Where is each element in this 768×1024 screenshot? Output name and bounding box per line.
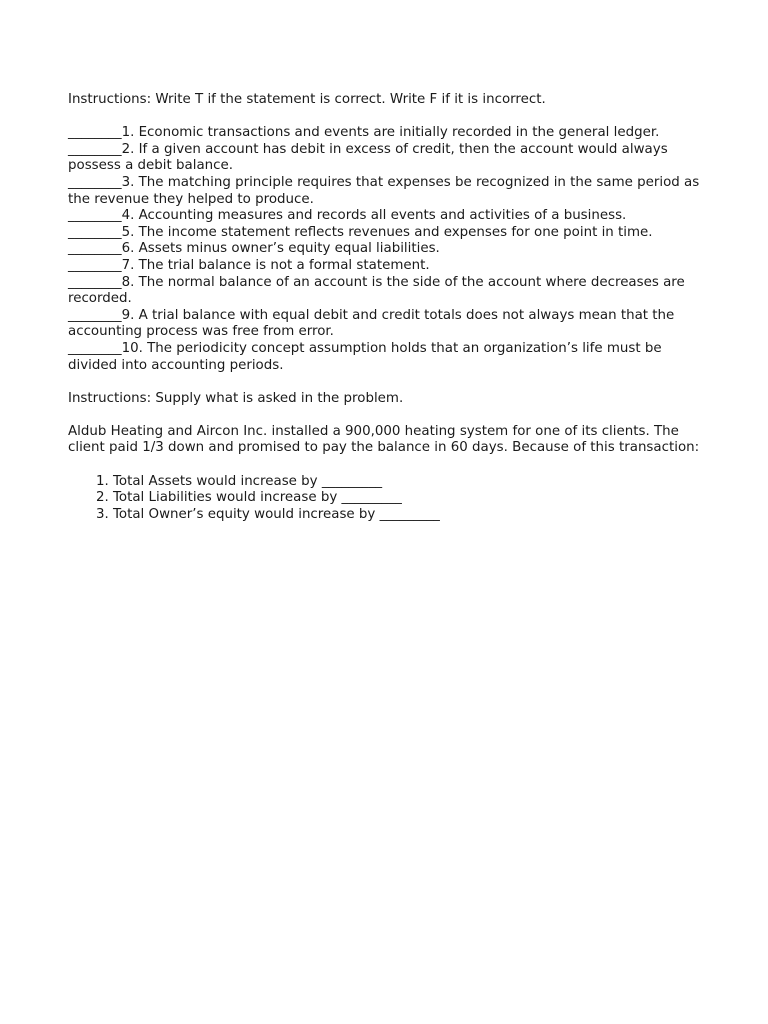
spacer (68, 407, 708, 424)
true-false-item-4: ________4. Accounting measures and records all events and activities of a business. (68, 208, 627, 224)
true-false-item-5: ________5. The income statement reflects revenues and expenses for one point in time. (68, 224, 653, 240)
true-false-item-2: ________2. If a given account has debit in excess of credit, then the account would always possess a debit balance. (68, 141, 668, 174)
document-page (68, 92, 708, 523)
spacer (68, 374, 708, 391)
true-false-item-10: ________10. The periodicity concept assumption holds that an organization’s life must be divided into accounting periods. (68, 340, 662, 373)
problem-instructions: Instructions: Supply what is asked in the problem. (68, 390, 404, 406)
question-1: 1. Total Assets would increase by _________ (113, 474, 708, 491)
problem-questions (68, 474, 708, 524)
question-3: 3. Total Owner’s equity would increase by _________ (113, 507, 708, 524)
problem-statement: Aldub Heating and Aircon Inc. installed a 900,000 heating system for one of its clients. The client paid 1/3 down and promised to pay the balance in 60 days. Because of this transaction: (68, 423, 700, 456)
true-false-item-7: ________7. The trial balance is not a formal statement. (68, 257, 430, 273)
true-false-items (68, 125, 708, 374)
spacer (68, 457, 708, 474)
question-2: 2. Total Liabilities would increase by _________ (113, 490, 708, 507)
true-false-instructions: Instructions: Write T if the statement is correct. Write F if it is incorrect. (68, 92, 546, 107)
true-false-item-8: ________8. The normal balance of an account is the side of the account where decreases are recorded. (68, 274, 685, 307)
true-false-item-3: ________3. The matching principle requires that expenses be recognized in the same period as the revenue they helped to produce. (68, 174, 700, 207)
true-false-item-6: ________6. Assets minus owner’s equity equal liabilities. (68, 241, 440, 257)
spacer (68, 109, 708, 126)
true-false-item-9: ________9. A trial balance with equal debit and credit totals does not always mean that the accounting process was free from error. (68, 307, 675, 340)
true-false-item-1: ________1. Economic transactions and events are initially recorded in the general ledger. (68, 125, 660, 141)
